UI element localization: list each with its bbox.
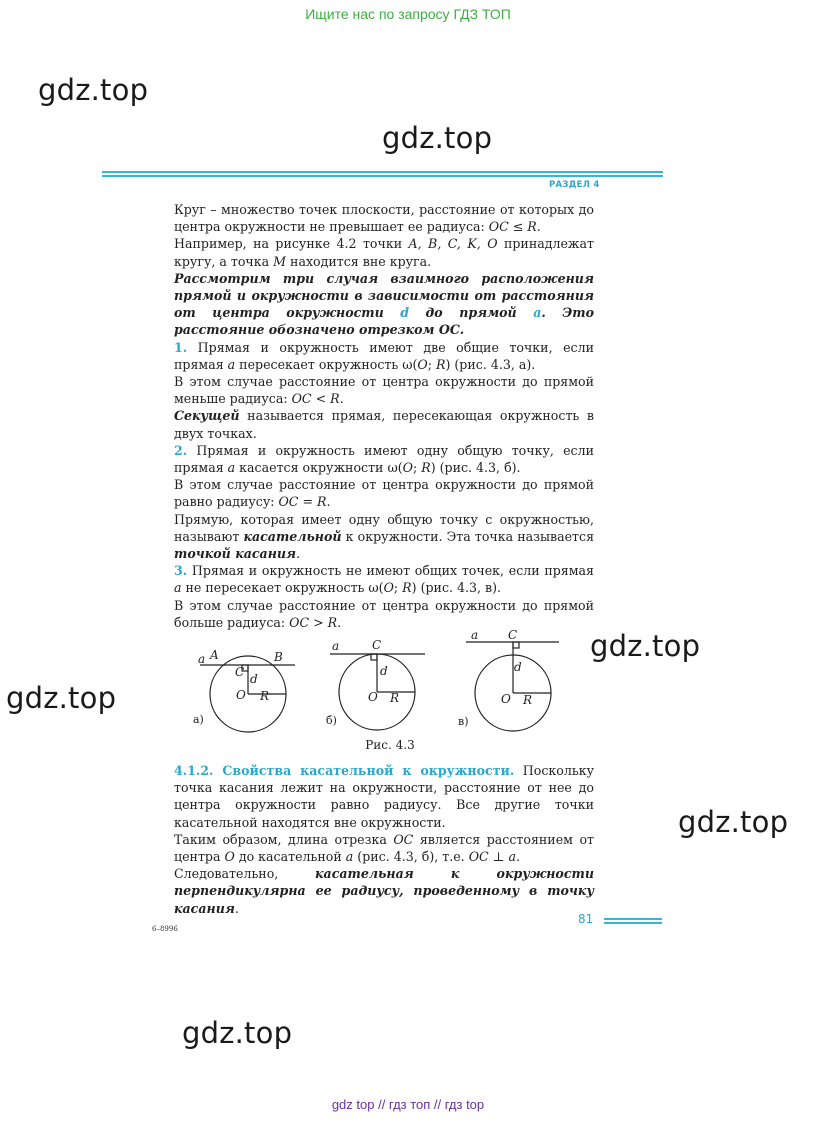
top-banner[interactable]: Ищите нас по запросу ГДЗ ТОП	[305, 6, 511, 22]
label-R: R	[390, 691, 400, 705]
paragraph: Прямую, которая имеет одну общую точку с окружностью, называют касательной к окружности. Эта точка называется точкой касания.	[174, 511, 595, 562]
label-C: C	[508, 628, 518, 642]
paragraph: 1. Прямая и окружность имеют две общие точки, если прямая a пересекает окружность ω(O; R) (рис. 4.3, а).	[174, 339, 594, 372]
label-a: a	[198, 652, 206, 666]
paragraph: Следовательно, касательная к окружности перпендикулярна ее радиусу, проведенному в точку касания.	[174, 866, 594, 916]
label-C: C	[235, 665, 245, 679]
print-code: 6–8996	[152, 925, 178, 933]
header-rule	[102, 171, 663, 177]
footer-rule	[604, 918, 662, 924]
paragraph: В этом случае расстояние от центра окружности до прямой меньше радиуса: OC < R.	[174, 374, 594, 407]
sub-label-b: б)	[326, 714, 337, 727]
figure-c	[466, 642, 559, 731]
paragraph: Таким образом, длина отрезка OC является расстоянием от центра O до касательной a (рис. 4.3, б), т.е. OC ⊥ a.	[174, 831, 595, 865]
label-O: O	[236, 688, 246, 702]
figure-caption: Рис. 4.3	[365, 738, 415, 752]
watermark: gdz.top	[382, 121, 493, 155]
paragraph: В этом случае расстояние от центра окружности до прямой больше радиуса: OC > R.	[174, 597, 594, 630]
watermark: gdz.top	[678, 805, 789, 839]
label-A: A	[210, 648, 219, 662]
watermark: gdz.top	[38, 73, 149, 107]
right-angle-mark	[513, 642, 519, 648]
page-number: 81	[578, 912, 594, 926]
label-C: C	[372, 638, 382, 652]
paragraph: Секущей называется прямая, пересекающая окружность в двух точках.	[174, 408, 594, 441]
paragraph: Круг – множество точек плоскости, расстояние от которых до центра окружности не превышает ее радиуса: OC ≤ R.	[174, 202, 594, 235]
paragraph: 4.1.2. Свойства касательной к окружности. Поскольку точка касания лежит на окружности, расстояние от нее до центра окружности равно радиусу. Все другие точки касательной находятся вне окружности.	[174, 763, 594, 830]
label-d: d	[250, 672, 258, 686]
label-R: R	[260, 689, 270, 703]
label-d: d	[514, 660, 522, 674]
paragraph: Рассмотрим три случая взаимного расположения прямой и окружности в зависимости от расстояния от центра окружности d до прямой a. Это расстояние обозначено отрезком OC.	[174, 270, 595, 338]
main-text	[174, 201, 594, 631]
watermark: gdz.top	[6, 681, 117, 715]
paragraph: 2. Прямая и окружность имеют одну общую точку, если прямая a касается окружности ω(O; R) (рис. 4.3, б).	[174, 442, 594, 476]
label-O: O	[501, 692, 511, 706]
label-B: B	[274, 650, 283, 664]
label-R: R	[523, 693, 533, 707]
bottom-banner[interactable]: gdz top // гдз топ // гдз top	[331, 1097, 485, 1112]
paragraph: 3. Прямая и окружность не имеют общих точек, если прямая a не пересекает окружность ω(O; R) (рис. 4.3, в).	[174, 563, 594, 596]
label-a: a	[471, 628, 479, 642]
label-a: a	[332, 639, 340, 653]
sub-label-c: в)	[458, 715, 469, 728]
figure-4-3	[190, 628, 570, 738]
watermark: gdz.top	[182, 1016, 293, 1050]
paragraph: В этом случае расстояние от центра окружности до прямой равно радиусу: OC = R.	[174, 477, 594, 510]
label-d: d	[380, 664, 388, 678]
sub-label-a: а)	[193, 713, 204, 726]
watermark: gdz.top	[590, 629, 701, 663]
paragraph: Например, на рисунке 4.2 точки A, B, C, K, O принадлежат кругу, а точка M находится вне круга.	[174, 236, 594, 269]
figure-a	[200, 656, 295, 732]
label-O: O	[368, 690, 378, 704]
section-label: РАЗДЕЛ 4	[549, 180, 600, 190]
section-text	[174, 762, 594, 917]
